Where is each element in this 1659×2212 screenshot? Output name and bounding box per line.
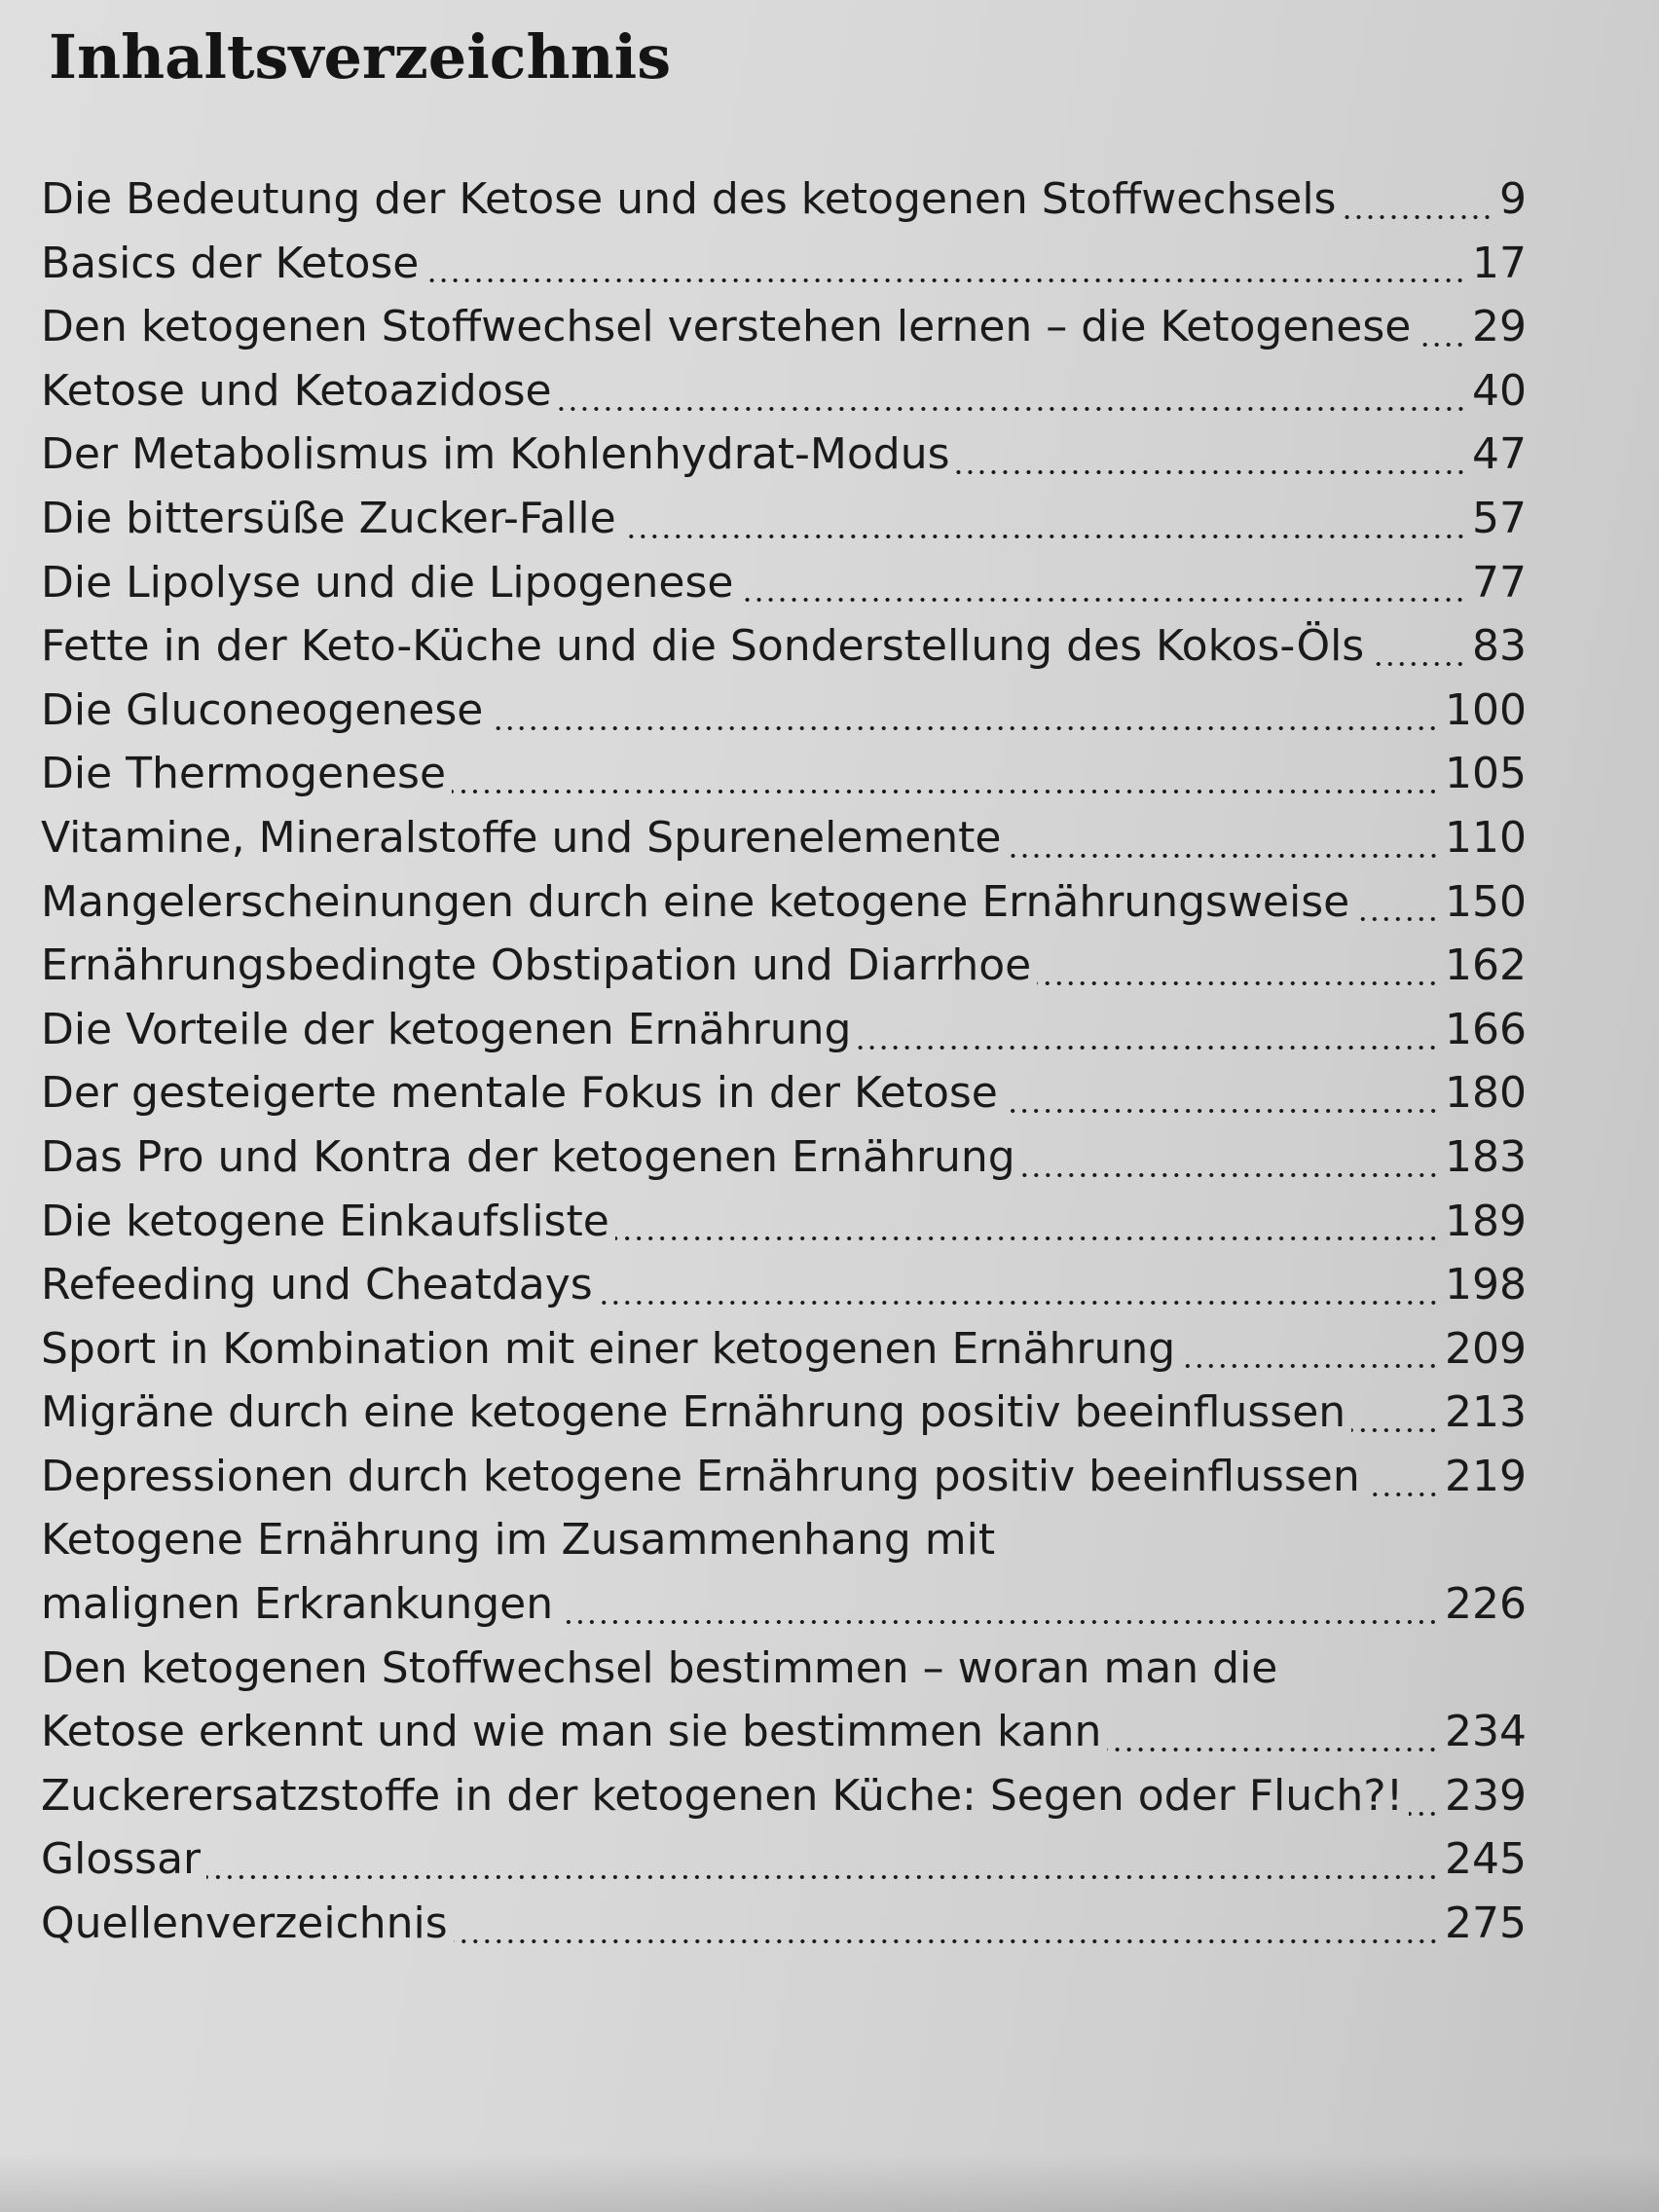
toc-entry xyxy=(41,1381,1527,1445)
toc-entry-title: Zuckerersatzstoffe in der ketogenen Küche: Segen oder Fluch?! xyxy=(41,1770,1404,1821)
dot-leader xyxy=(857,1044,1439,1051)
dot-leader xyxy=(956,468,1466,476)
toc-entry-page: 83 xyxy=(1472,621,1527,672)
toc-entry xyxy=(41,1892,1527,1956)
toc-entry-page: 180 xyxy=(1445,1068,1527,1119)
toc-entry xyxy=(41,1125,1527,1190)
dot-leader xyxy=(454,1937,1439,1945)
toc-entry-title: Glossar xyxy=(41,1834,202,1885)
toc-entry xyxy=(41,870,1527,935)
toc-entry-title: Die Vorteile der ketogenen Ernährung xyxy=(41,1004,852,1054)
toc-entry-page: 245 xyxy=(1445,1834,1527,1885)
table-of-contents xyxy=(41,167,1527,1956)
toc-entry xyxy=(41,295,1527,359)
toc-entry-title: Ketose und Ketoazidose xyxy=(41,365,552,416)
dot-leader xyxy=(1021,1171,1439,1179)
toc-entry-title: Die ketogene Einkaufsliste xyxy=(41,1196,609,1246)
toc-entry xyxy=(41,806,1527,870)
toc-entry-first-line xyxy=(41,1637,1527,1701)
dot-leader xyxy=(452,788,1439,795)
toc-entry xyxy=(41,423,1527,487)
dot-leader xyxy=(599,1299,1439,1307)
toc-entry xyxy=(41,1764,1527,1828)
toc-entry-title: Ernährungsbedingte Obstipation und Diarrhoe xyxy=(41,940,1032,991)
toc-entry-page: 166 xyxy=(1445,1004,1527,1054)
dot-leader xyxy=(1355,915,1439,923)
toc-entry-title: Quellenverzeichnis xyxy=(41,1899,448,1949)
toc-entry-page: 209 xyxy=(1445,1323,1527,1374)
dot-leader xyxy=(739,596,1466,604)
toc-entry-title: Der Metabolismus im Kohlenhydrat-Modus xyxy=(41,429,950,480)
toc-entry-title: Die Bedeutung der Ketose und des ketogenen Stoffwechsels xyxy=(41,174,1337,224)
dot-leader xyxy=(1107,1746,1439,1753)
toc-entry-page: 275 xyxy=(1445,1899,1527,1949)
dot-leader xyxy=(1008,852,1440,860)
toc-entry-page: 29 xyxy=(1472,302,1527,352)
toc-entry-title: Der gesteigerte mentale Fokus in der Ketose xyxy=(41,1068,998,1119)
toc-entry xyxy=(41,1572,1527,1637)
toc-entry xyxy=(41,359,1527,424)
toc-entry-page: 47 xyxy=(1472,429,1527,480)
page-title: Inhaltsverzeichnis xyxy=(49,21,672,92)
dot-leader xyxy=(1037,979,1439,987)
toc-entry xyxy=(41,998,1527,1062)
toc-entry-page: 213 xyxy=(1445,1387,1527,1438)
toc-entry-page: 100 xyxy=(1445,684,1527,735)
dot-leader xyxy=(559,1618,1439,1626)
toc-entry-title: Die bittersüße Zucker-Falle xyxy=(41,493,616,543)
toc-entry-page: 105 xyxy=(1445,749,1527,799)
toc-entry xyxy=(41,551,1527,615)
dot-leader xyxy=(1366,1491,1439,1498)
toc-entry-title: Vitamine, Mineralstoffe und Spurenelemente xyxy=(41,812,1002,863)
dot-leader xyxy=(615,1235,1439,1242)
toc-entry-title-line1: Ketogene Ernährung im Zusammenhang mit xyxy=(41,1515,996,1566)
toc-entry-page: 17 xyxy=(1472,238,1527,288)
toc-entry xyxy=(41,1700,1527,1764)
dot-leader xyxy=(622,533,1466,540)
toc-entry-page: 226 xyxy=(1445,1579,1527,1630)
toc-entry-page: 239 xyxy=(1445,1770,1527,1821)
toc-entry-title: Das Pro und Kontra der ketogenen Ernährung xyxy=(41,1131,1015,1182)
toc-entry-title: Die Lipolyse und die Lipogenese xyxy=(41,557,734,608)
toc-entry xyxy=(41,679,1527,743)
dot-leader xyxy=(206,1873,1439,1881)
toc-entry-title: Den ketogenen Stoffwechsel verstehen lernen – die Ketogenese xyxy=(41,302,1412,352)
dot-leader xyxy=(424,276,1466,284)
toc-entry xyxy=(41,1827,1527,1892)
dot-leader xyxy=(1417,341,1466,349)
toc-entry-title: Ketose erkennt und wie man sie bestimmen kann xyxy=(41,1707,1102,1757)
toc-entry-title: Basics der Ketose xyxy=(41,238,420,288)
toc-entry-title: Fette in der Keto-Küche und die Sonderstellung des Kokos-Öls xyxy=(41,621,1365,672)
dot-leader xyxy=(1342,213,1493,221)
toc-entry-title: Die Thermogenese xyxy=(41,749,447,799)
toc-entry-page: 9 xyxy=(1499,174,1527,224)
dot-leader xyxy=(558,405,1466,413)
dot-leader xyxy=(1370,660,1466,668)
toc-entry-page: 198 xyxy=(1445,1260,1527,1310)
toc-entry-page: 110 xyxy=(1445,812,1527,863)
dot-leader xyxy=(1351,1426,1439,1434)
toc-entry-title-line1: Den ketogenen Stoffwechsel bestimmen – woran man die xyxy=(41,1642,1278,1693)
toc-entry-page: 219 xyxy=(1445,1451,1527,1501)
toc-entry-title: Migräne durch eine ketogene Ernährung positiv beeinflussen xyxy=(41,1387,1346,1438)
toc-entry-first-line xyxy=(41,1508,1527,1572)
toc-entry-title: Die Gluconeogenese xyxy=(41,684,484,735)
toc-entry-title: Sport in Kombination mit einer ketogenen Ernährung xyxy=(41,1323,1176,1374)
toc-entry-title: Depressionen durch ketogene Ernährung positiv beeinflussen xyxy=(41,1451,1360,1501)
toc-entry xyxy=(41,1445,1527,1509)
toc-entry-title: Mangelerscheinungen durch eine ketogene Ernährungsweise xyxy=(41,876,1350,927)
dot-leader xyxy=(1409,1810,1439,1818)
dot-leader xyxy=(1181,1362,1439,1370)
toc-entry xyxy=(41,232,1527,296)
toc-entry xyxy=(41,1190,1527,1254)
toc-entry-page: 234 xyxy=(1445,1707,1527,1757)
toc-entry-title: malignen Erkrankungen xyxy=(41,1579,554,1630)
toc-entry xyxy=(41,1253,1527,1317)
toc-entry-page: 150 xyxy=(1445,876,1527,927)
dot-leader xyxy=(1004,1107,1439,1115)
toc-entry-page: 40 xyxy=(1472,365,1527,416)
toc-entry xyxy=(41,1061,1527,1125)
page-bottom-shadow xyxy=(0,2154,1659,2212)
toc-entry-page: 162 xyxy=(1445,940,1527,991)
toc-entry xyxy=(41,167,1527,232)
toc-entry xyxy=(41,614,1527,679)
toc-entry xyxy=(41,1317,1527,1382)
toc-entry-page: 189 xyxy=(1445,1196,1527,1246)
toc-entry-page: 57 xyxy=(1472,493,1527,543)
toc-entry xyxy=(41,742,1527,806)
dot-leader xyxy=(489,724,1439,732)
toc-entry-page: 183 xyxy=(1445,1131,1527,1182)
toc-entry-title: Refeeding und Cheatdays xyxy=(41,1260,593,1310)
toc-entry-page: 77 xyxy=(1472,557,1527,608)
toc-entry xyxy=(41,487,1527,551)
toc-entry xyxy=(41,934,1527,998)
